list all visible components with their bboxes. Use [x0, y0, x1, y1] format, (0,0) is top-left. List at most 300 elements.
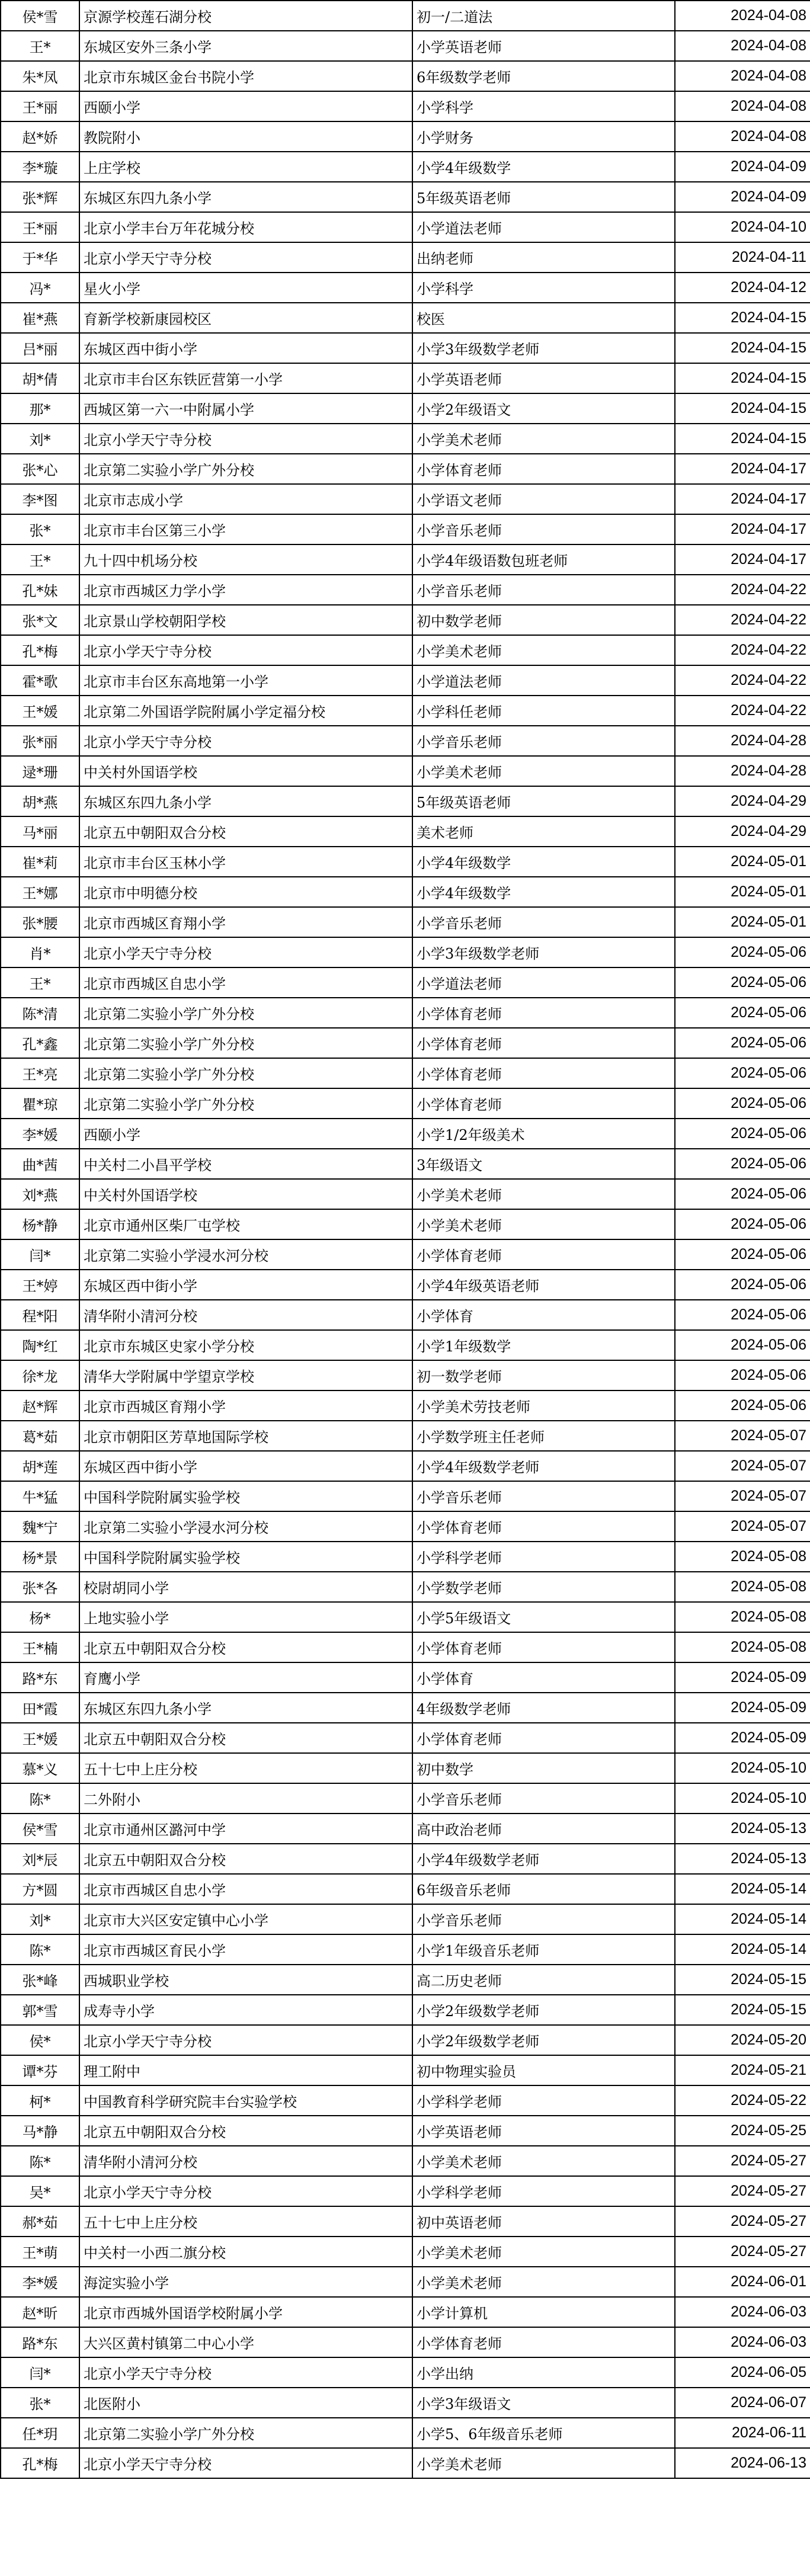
position-cell: 小学英语老师: [412, 31, 675, 61]
position-cell: 小学科学老师: [412, 1542, 675, 1572]
school-cell: 北京市西城外国语学校附属小学: [79, 2297, 412, 2327]
school-cell: 五十七中上庄分校: [79, 2206, 412, 2237]
teacher-name-cell: 王*萌: [1, 2237, 79, 2267]
date-cell: 2024-05-01: [675, 877, 810, 907]
school-cell: 中关村外国语学校: [79, 756, 412, 786]
teacher-name-cell: 闫*: [1, 2357, 79, 2388]
position-cell: 3年级语文: [412, 1149, 675, 1179]
teacher-name-cell: 李*图: [1, 484, 79, 514]
teacher-name-cell: 胡*燕: [1, 786, 79, 816]
teacher-name-cell: 张*: [1, 2388, 79, 2418]
position-cell: 小学体育: [412, 1662, 675, 1693]
date-cell: 2024-04-28: [675, 756, 810, 786]
table-row: [1, 1693, 810, 1723]
position-cell: 小学2年级语文: [412, 393, 675, 424]
school-cell: 北京小学天宁寺分校: [79, 937, 412, 967]
table-row: [1, 424, 810, 454]
teacher-name-cell: 柯*: [1, 2085, 79, 2116]
table-row: [1, 1934, 810, 1965]
teacher-name-cell: 曲*茜: [1, 1149, 79, 1179]
teacher-name-cell: 李*璇: [1, 152, 79, 182]
school-cell: 北京第二实验小学广外分校: [79, 2418, 412, 2448]
teacher-name-cell: 张*心: [1, 454, 79, 484]
teacher-name-cell: 谭*芬: [1, 2055, 79, 2085]
position-cell: 小学道法老师: [412, 212, 675, 242]
date-cell: 2024-05-21: [675, 2055, 810, 2085]
date-cell: 2024-04-15: [675, 363, 810, 393]
date-cell: 2024-05-01: [675, 847, 810, 877]
teacher-name-cell: 孔*梅: [1, 635, 79, 665]
position-cell: 小学科学: [412, 91, 675, 121]
date-cell: 2024-05-07: [675, 1511, 810, 1542]
table-row: [1, 182, 810, 212]
position-cell: 小学美术老师: [412, 2146, 675, 2176]
school-cell: 中关村一小西二旗分校: [79, 2237, 412, 2267]
date-cell: 2024-05-01: [675, 907, 810, 937]
school-cell: 理工附中: [79, 2055, 412, 2085]
teacher-name-cell: 冯*: [1, 273, 79, 303]
teacher-name-cell: 那*: [1, 393, 79, 424]
position-cell: 小学2年级数学老师: [412, 1995, 675, 2025]
table-row: [1, 2237, 810, 2267]
date-cell: 2024-05-06: [675, 1239, 810, 1270]
school-cell: 北京市通州区潞河中学: [79, 1814, 412, 1844]
position-cell: 小学体育老师: [412, 1058, 675, 1088]
table-row: [1, 2448, 810, 2478]
teacher-name-cell: 魏*宁: [1, 1511, 79, 1542]
school-cell: 北京第二实验小学广外分校: [79, 1058, 412, 1088]
school-cell: 五十七中上庄分校: [79, 1753, 412, 1783]
teacher-name-cell: 李*媛: [1, 2267, 79, 2297]
position-cell: 5年级英语老师: [412, 786, 675, 816]
table-row: [1, 2388, 810, 2418]
table-row: [1, 2055, 810, 2085]
table-row: [1, 2357, 810, 2388]
teacher-name-cell: 肖*: [1, 937, 79, 967]
date-cell: 2024-05-06: [675, 1058, 810, 1088]
teacher-name-cell: 陈*: [1, 2146, 79, 2176]
date-cell: 2024-05-08: [675, 1602, 810, 1632]
teacher-name-cell: 张*文: [1, 605, 79, 635]
teacher-name-cell: 孔*梅: [1, 2448, 79, 2478]
school-cell: 北京第二实验小学广外分校: [79, 454, 412, 484]
school-cell: 北京五中朝阳双合分校: [79, 1632, 412, 1662]
school-cell: 清华大学附属中学望京学校: [79, 1360, 412, 1390]
table-row: [1, 1149, 810, 1179]
table-row: [1, 1632, 810, 1662]
table-row: [1, 1542, 810, 1572]
school-cell: 东城区安外三条小学: [79, 31, 412, 61]
date-cell: 2024-04-28: [675, 726, 810, 756]
school-cell: 北京五中朝阳双合分校: [79, 1723, 412, 1753]
position-cell: 小学体育老师: [412, 1632, 675, 1662]
position-cell: 小学1年级音乐老师: [412, 1934, 675, 1965]
table-row: [1, 1330, 810, 1360]
teacher-name-cell: 慕*义: [1, 1753, 79, 1783]
date-cell: 2024-05-06: [675, 1330, 810, 1360]
school-cell: 北京市西城区育翔小学: [79, 907, 412, 937]
school-cell: 育新学校新康园校区: [79, 303, 412, 333]
table-row: [1, 1783, 810, 1814]
date-cell: 2024-05-15: [675, 1995, 810, 2025]
school-cell: 二外附小: [79, 1783, 412, 1814]
teacher-name-cell: 葛*茹: [1, 1421, 79, 1451]
teacher-name-cell: 王*丽: [1, 212, 79, 242]
position-cell: 小学道法老师: [412, 665, 675, 696]
position-cell: 5年级英语老师: [412, 182, 675, 212]
date-cell: 2024-05-14: [675, 1874, 810, 1904]
school-cell: 中国科学院附属实验学校: [79, 1481, 412, 1511]
position-cell: 小学美术老师: [412, 1209, 675, 1239]
position-cell: 小学1/2年级美术: [412, 1119, 675, 1149]
table-row: [1, 816, 810, 847]
date-cell: 2024-04-22: [675, 635, 810, 665]
school-cell: 清华附小清河分校: [79, 2146, 412, 2176]
date-cell: 2024-04-17: [675, 454, 810, 484]
school-cell: 成寿寺小学: [79, 1995, 412, 2025]
position-cell: 6年级数学老师: [412, 61, 675, 91]
school-cell: 北京市西城区自忠小学: [79, 967, 412, 998]
school-cell: 北京五中朝阳双合分校: [79, 816, 412, 847]
date-cell: 2024-05-06: [675, 967, 810, 998]
teacher-name-cell: 崔*莉: [1, 847, 79, 877]
position-cell: 小学音乐老师: [412, 907, 675, 937]
table-row: [1, 1179, 810, 1209]
table-row: [1, 454, 810, 484]
teacher-name-cell: 张*各: [1, 1572, 79, 1602]
position-cell: 小学音乐老师: [412, 1783, 675, 1814]
date-cell: 2024-05-06: [675, 937, 810, 967]
date-cell: 2024-05-08: [675, 1632, 810, 1662]
teacher-name-cell: 李*媛: [1, 1119, 79, 1149]
teacher-name-cell: 马*静: [1, 2116, 79, 2146]
school-cell: 北京小学天宁寺分校: [79, 242, 412, 273]
date-cell: 2024-05-06: [675, 1088, 810, 1119]
date-cell: 2024-04-08: [675, 31, 810, 61]
date-cell: 2024-04-22: [675, 696, 810, 726]
teacher-name-cell: 王*: [1, 544, 79, 575]
date-cell: 2024-04-08: [675, 121, 810, 152]
teacher-name-cell: 牛*猛: [1, 1481, 79, 1511]
teacher-name-cell: 陈*: [1, 1783, 79, 1814]
position-cell: 小学美术劳技老师: [412, 1390, 675, 1421]
table-row: [1, 1, 810, 31]
position-cell: 小学财务: [412, 121, 675, 152]
school-cell: 西城职业学校: [79, 1965, 412, 1995]
school-cell: 京源学校莲石湖分校: [79, 1, 412, 31]
position-cell: 小学4年级数学: [412, 152, 675, 182]
date-cell: 2024-05-10: [675, 1753, 810, 1783]
teacher-name-cell: 瞿*琼: [1, 1088, 79, 1119]
teacher-name-cell: 胡*莲: [1, 1451, 79, 1481]
school-cell: 北京五中朝阳双合分校: [79, 1844, 412, 1874]
date-cell: 2024-05-06: [675, 1390, 810, 1421]
teacher-name-cell: 王*娜: [1, 877, 79, 907]
date-cell: 2024-05-08: [675, 1542, 810, 1572]
table-row: [1, 1723, 810, 1753]
date-cell: 2024-04-08: [675, 91, 810, 121]
school-cell: 海淀实验小学: [79, 2267, 412, 2297]
table-row: [1, 2418, 810, 2448]
school-cell: 北京小学丰台万年花城分校: [79, 212, 412, 242]
school-cell: 北京市志成小学: [79, 484, 412, 514]
table-row: [1, 1390, 810, 1421]
teacher-name-cell: 侯*雪: [1, 1814, 79, 1844]
position-cell: 小学英语老师: [412, 363, 675, 393]
position-cell: 高二历史老师: [412, 1965, 675, 1995]
table-row: [1, 2297, 810, 2327]
date-cell: 2024-04-22: [675, 575, 810, 605]
position-cell: 小学计算机: [412, 2297, 675, 2327]
date-cell: 2024-04-15: [675, 393, 810, 424]
position-cell: 4年级数学老师: [412, 1693, 675, 1723]
teacher-name-cell: 马*丽: [1, 816, 79, 847]
table-row: [1, 363, 810, 393]
position-cell: 小学4年级语数包班老师: [412, 544, 675, 575]
position-cell: 小学4年级数学老师: [412, 1844, 675, 1874]
teacher-name-cell: 路*东: [1, 1662, 79, 1693]
table-row: [1, 544, 810, 575]
date-cell: 2024-05-06: [675, 1179, 810, 1209]
school-cell: 星火小学: [79, 273, 412, 303]
table-row: [1, 1481, 810, 1511]
table-row: [1, 1270, 810, 1300]
table-row: [1, 1904, 810, 1934]
position-cell: 小学音乐老师: [412, 1481, 675, 1511]
table-row: [1, 1300, 810, 1330]
teacher-name-cell: 徐*龙: [1, 1360, 79, 1390]
date-cell: 2024-05-06: [675, 998, 810, 1028]
date-cell: 2024-04-15: [675, 333, 810, 363]
school-cell: 西颐小学: [79, 91, 412, 121]
teacher-name-cell: 任*玥: [1, 2418, 79, 2448]
position-cell: 小学体育老师: [412, 998, 675, 1028]
table-row: [1, 1572, 810, 1602]
table-row: [1, 1421, 810, 1451]
position-cell: 小学科学老师: [412, 2085, 675, 2116]
teacher-name-cell: 胡*倩: [1, 363, 79, 393]
date-cell: 2024-04-09: [675, 182, 810, 212]
date-cell: 2024-05-09: [675, 1723, 810, 1753]
date-cell: 2024-05-20: [675, 2025, 810, 2055]
table-row: [1, 1874, 810, 1904]
school-cell: 北京市丰台区东铁匠营第一小学: [79, 363, 412, 393]
date-cell: 2024-04-17: [675, 514, 810, 544]
table-row: [1, 1662, 810, 1693]
school-cell: 北京市西城区育民小学: [79, 1934, 412, 1965]
table-row: [1, 907, 810, 937]
teacher-name-cell: 王*: [1, 967, 79, 998]
school-cell: 上庄学校: [79, 152, 412, 182]
position-cell: 校医: [412, 303, 675, 333]
school-cell: 九十四中机场分校: [79, 544, 412, 575]
table-row: [1, 756, 810, 786]
table-row: [1, 2085, 810, 2116]
table-row: [1, 1451, 810, 1481]
position-cell: 初中数学老师: [412, 605, 675, 635]
teacher-name-cell: 杨*景: [1, 1542, 79, 1572]
date-cell: 2024-04-12: [675, 273, 810, 303]
school-cell: 北京小学天宁寺分校: [79, 2357, 412, 2388]
teacher-name-cell: 闫*: [1, 1239, 79, 1270]
school-cell: 北京市西城区力学小学: [79, 575, 412, 605]
position-cell: 小学美术老师: [412, 2448, 675, 2478]
table-row: [1, 696, 810, 726]
position-cell: 小学美术老师: [412, 1179, 675, 1209]
date-cell: 2024-06-05: [675, 2357, 810, 2388]
table-row: [1, 242, 810, 273]
teacher-name-cell: 陶*红: [1, 1330, 79, 1360]
school-cell: 中国教育科学研究院丰台实验学校: [79, 2085, 412, 2116]
table-row: [1, 967, 810, 998]
date-cell: 2024-04-10: [675, 212, 810, 242]
school-cell: 北京市朝阳区芳草地国际学校: [79, 1421, 412, 1451]
teacher-name-cell: 吕*丽: [1, 333, 79, 363]
school-cell: 北京小学天宁寺分校: [79, 2025, 412, 2055]
date-cell: 2024-04-08: [675, 1, 810, 31]
teacher-name-cell: 方*圆: [1, 1874, 79, 1904]
table-row: [1, 393, 810, 424]
position-cell: 小学数学老师: [412, 1572, 675, 1602]
teacher-name-cell: 赵*娇: [1, 121, 79, 152]
date-cell: 2024-05-06: [675, 1119, 810, 1149]
date-cell: 2024-04-09: [675, 152, 810, 182]
date-cell: 2024-05-06: [675, 1209, 810, 1239]
school-cell: 西颐小学: [79, 1119, 412, 1149]
teacher-name-cell: 田*霞: [1, 1693, 79, 1723]
date-cell: 2024-05-22: [675, 2085, 810, 2116]
position-cell: 美术老师: [412, 816, 675, 847]
table-row: [1, 273, 810, 303]
school-cell: 北京第二实验小学广外分校: [79, 998, 412, 1028]
school-cell: 育鹰小学: [79, 1662, 412, 1693]
school-cell: 北京市通州区柴厂屯学校: [79, 1209, 412, 1239]
school-cell: 北京市西城区自忠小学: [79, 1874, 412, 1904]
table-row: [1, 212, 810, 242]
school-cell: 北京市丰台区玉林小学: [79, 847, 412, 877]
school-cell: 北京市丰台区东高地第一小学: [79, 665, 412, 696]
date-cell: 2024-04-22: [675, 605, 810, 635]
teacher-name-cell: 张*峰: [1, 1965, 79, 1995]
position-cell: 初中数学: [412, 1753, 675, 1783]
position-cell: 小学4年级数学: [412, 877, 675, 907]
table-row: [1, 1602, 810, 1632]
date-cell: 2024-05-13: [675, 1814, 810, 1844]
position-cell: 初中英语老师: [412, 2206, 675, 2237]
table-row: [1, 61, 810, 91]
position-cell: 小学体育老师: [412, 454, 675, 484]
school-cell: 北京市中明德分校: [79, 877, 412, 907]
table-row: [1, 2267, 810, 2297]
teacher-name-cell: 朱*凤: [1, 61, 79, 91]
position-cell: 小学科任老师: [412, 696, 675, 726]
teacher-name-cell: 王*媛: [1, 696, 79, 726]
table-row: [1, 1753, 810, 1783]
date-cell: 2024-05-27: [675, 2237, 810, 2267]
school-cell: 北京小学天宁寺分校: [79, 2448, 412, 2478]
teacher-name-cell: 张*辉: [1, 182, 79, 212]
table-row: [1, 1360, 810, 1390]
position-cell: 小学3年级数学老师: [412, 937, 675, 967]
position-cell: 小学美术老师: [412, 424, 675, 454]
date-cell: 2024-04-17: [675, 484, 810, 514]
position-cell: 小学4年级数学老师: [412, 1451, 675, 1481]
table-row: [1, 1209, 810, 1239]
teacher-name-cell: 赵*辉: [1, 1390, 79, 1421]
school-cell: 中关村二小昌平学校: [79, 1149, 412, 1179]
school-cell: 西城区第一六一中附属小学: [79, 393, 412, 424]
table-row: [1, 1995, 810, 2025]
position-cell: 小学音乐老师: [412, 726, 675, 756]
date-cell: 2024-05-07: [675, 1451, 810, 1481]
date-cell: 2024-06-07: [675, 2388, 810, 2418]
table-row: [1, 1511, 810, 1542]
teacher-name-cell: 刘*: [1, 1904, 79, 1934]
date-cell: 2024-05-25: [675, 2116, 810, 2146]
position-cell: 出纳老师: [412, 242, 675, 273]
date-cell: 2024-05-13: [675, 1844, 810, 1874]
date-cell: 2024-05-07: [675, 1481, 810, 1511]
date-cell: 2024-05-27: [675, 2146, 810, 2176]
position-cell: 小学美术老师: [412, 756, 675, 786]
teacher-name-cell: 王*丽: [1, 91, 79, 121]
school-cell: 清华附小清河分校: [79, 1300, 412, 1330]
teacher-name-cell: 陈*: [1, 1934, 79, 1965]
position-cell: 小学音乐老师: [412, 575, 675, 605]
date-cell: 2024-05-06: [675, 1300, 810, 1330]
table-row: [1, 605, 810, 635]
table-row: [1, 877, 810, 907]
teacher-name-cell: 程*阳: [1, 1300, 79, 1330]
teacher-name-cell: 孔*鑫: [1, 1028, 79, 1058]
date-cell: 2024-04-11: [675, 242, 810, 273]
date-cell: 2024-05-10: [675, 1783, 810, 1814]
school-cell: 北京小学天宁寺分校: [79, 635, 412, 665]
table-row: [1, 2025, 810, 2055]
position-cell: 小学体育: [412, 1300, 675, 1330]
teacher-name-cell: 于*华: [1, 242, 79, 273]
date-cell: 2024-05-09: [675, 1693, 810, 1723]
position-cell: 小学体育老师: [412, 1028, 675, 1058]
school-cell: 大兴区黄村镇第二中心小学: [79, 2327, 412, 2357]
date-cell: 2024-05-27: [675, 2206, 810, 2237]
position-cell: 小学体育老师: [412, 1239, 675, 1270]
table-row: [1, 152, 810, 182]
table-row: [1, 1239, 810, 1270]
school-cell: 北京第二外国语学院附属小学定福分校: [79, 696, 412, 726]
school-cell: 北京景山学校朝阳学校: [79, 605, 412, 635]
teacher-name-cell: 郭*雪: [1, 1995, 79, 2025]
position-cell: 小学美术老师: [412, 2237, 675, 2267]
school-cell: 北京市东城区史家小学分校: [79, 1330, 412, 1360]
table-row: [1, 484, 810, 514]
position-cell: 小学美术老师: [412, 635, 675, 665]
date-cell: 2024-04-22: [675, 665, 810, 696]
school-cell: 东城区西中街小学: [79, 333, 412, 363]
position-cell: 高中政治老师: [412, 1814, 675, 1844]
school-cell: 东城区西中街小学: [79, 1451, 412, 1481]
school-cell: 北京市丰台区第三小学: [79, 514, 412, 544]
teacher-name-cell: 孔*妹: [1, 575, 79, 605]
date-cell: 2024-04-29: [675, 816, 810, 847]
table-row: [1, 2206, 810, 2237]
position-cell: 小学2年级数学老师: [412, 2025, 675, 2055]
table-row: [1, 635, 810, 665]
table-row: [1, 2327, 810, 2357]
school-cell: 北京第二实验小学广外分校: [79, 1088, 412, 1119]
position-cell: 小学3年级数学老师: [412, 333, 675, 363]
teacher-name-cell: 崔*燕: [1, 303, 79, 333]
